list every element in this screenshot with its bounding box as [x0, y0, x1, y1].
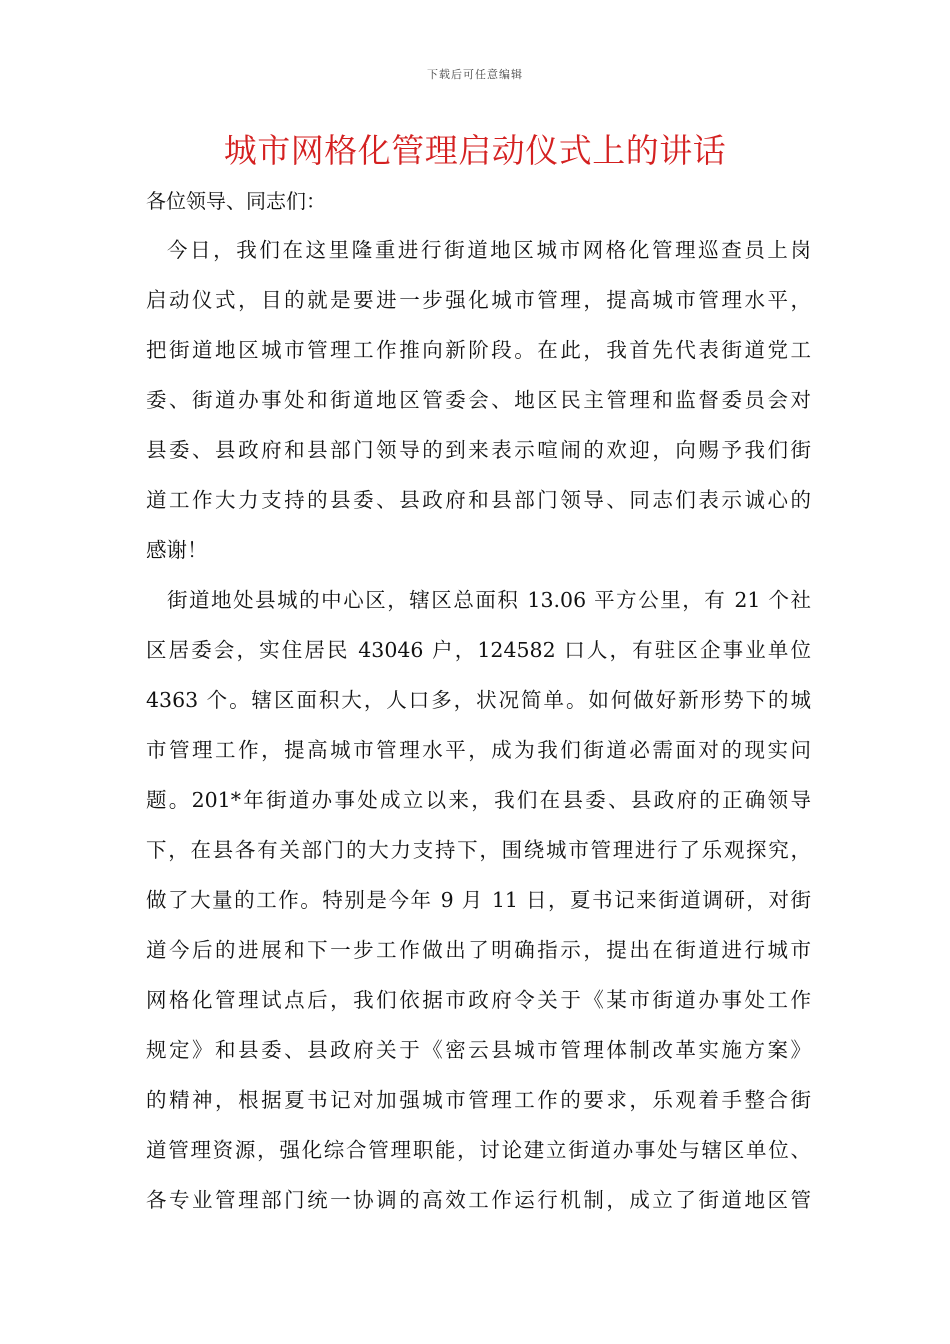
body-line: 感谢！ — [146, 538, 208, 562]
body-line: 做了大量的工作。特别是今年 9 月 11 日，夏书记来街道调研，对街 — [146, 888, 811, 912]
body-line: 区居委会，实住居民 43046 户，124582 口人，有驻区企事业单位 — [146, 638, 811, 662]
document-title: 城市网格化管理启动仪式上的讲话 — [223, 131, 727, 170]
body-line: 网格化管理试点后，我们依据市政府令关于《某市街道办事处工作 — [146, 988, 811, 1012]
body-line: 4363 个。辖区面积大，人口多，状况简单。如何做好新形势下的城 — [146, 688, 811, 712]
body-line: 市管理工作，提高城市管理水平，成为我们街道必需面对的现实问 — [146, 738, 811, 762]
body-line: 道今后的进展和下一步工作做出了明确指示，提出在街道进行城市 — [146, 938, 811, 962]
body-line: 委、街道办事处和街道地区管委会、地区民主管理和监督委员会对 — [146, 388, 811, 412]
body-line: 今日，我们在这里隆重进行街道地区城市网格化管理巡查员上岗 — [167, 238, 811, 262]
body-line: 题。201*年街道办事处成立以来，我们在县委、县政府的正确领导 — [146, 788, 811, 812]
body-line: 规定》和县委、县政府关于《密云县城市管理体制改革实施方案》 — [146, 1038, 811, 1062]
body-line: 县委、县政府和县部门领导的到来表示喧闹的欢迎，向赐予我们街 — [146, 438, 811, 462]
body-line: 下，在县各有关部门的大力支持下，围绕城市管理进行了乐观探究， — [146, 838, 811, 862]
body-line: 各专业管理部门统一协调的高效工作运行机制，成立了街道地区管 — [146, 1188, 811, 1212]
document-body — [146, 228, 811, 1228]
body-line: 道工作大力支持的县委、县政府和县部门领导、同志们表示诚心的 — [146, 488, 811, 512]
header-note: 下载后可任意编辑 — [427, 68, 523, 81]
body-line: 道管理资源，强化综合管理职能，讨论建立街道办事处与辖区单位、 — [146, 1138, 811, 1162]
body-line: 街道地处县城的中心区，辖区总面积 13.06 平方公里，有 21 个社 — [167, 588, 811, 612]
salutation: 各位领导、同志们： — [146, 189, 326, 213]
body-line: 启动仪式，目的就是要进一步强化城市管理，提高城市管理水平， — [146, 288, 811, 312]
body-line: 的精神，根据夏书记对加强城市管理工作的要求，乐观着手整合街 — [146, 1088, 811, 1112]
body-line: 把街道地区城市管理工作推向新阶段。在此，我首先代表街道党工 — [146, 338, 811, 362]
